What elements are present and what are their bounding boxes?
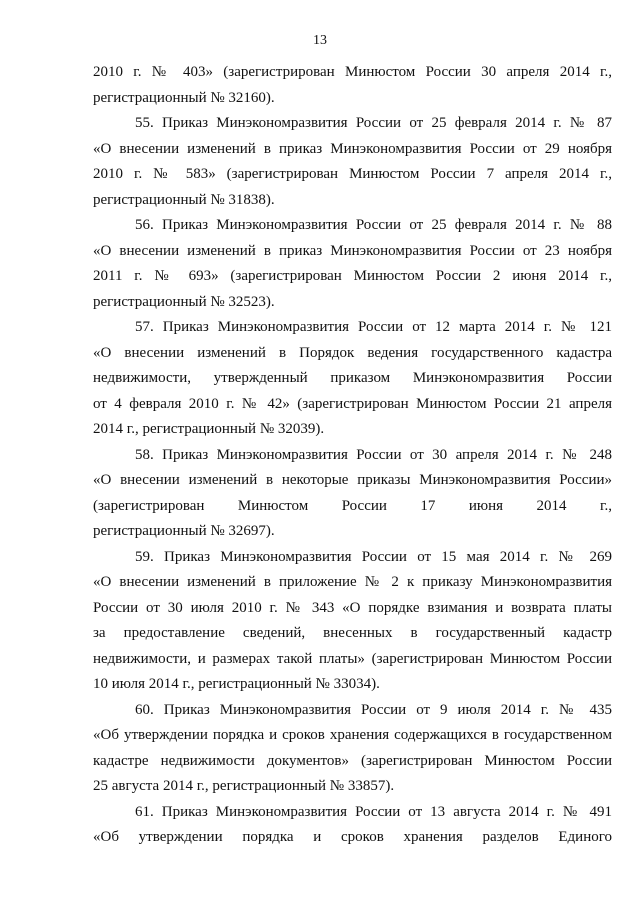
text-line: недвижимости, утвержденный приказом Минэкономразвития России <box>93 370 612 386</box>
text-line: 55. Приказ Минэкономразвития России от 25 февраля 2014 г. № 87 <box>135 115 612 131</box>
list-item-57 <box>93 315 612 443</box>
text-line: 59. Приказ Минэкономразвития России от 15 мая 2014 г. № 269 <box>135 548 612 565</box>
page-number: 13 <box>313 33 327 48</box>
text-line: 2010 г. № 583» (зарегистрирован Минюстом России 7 апреля 2014 г., <box>93 166 612 182</box>
text-line: России от 30 июля 2010 г. № 343 «О порядке взимания и возврата платы <box>93 599 612 616</box>
document-body <box>93 60 612 851</box>
text-line: (зарегистрирован Минюстом России 17 июня 2014 г., <box>93 497 612 514</box>
list-item-56 <box>93 213 612 315</box>
list-item-61 <box>93 800 612 851</box>
text-line: «О внесении изменений в приказ Минэкономразвития России от 29 ноября <box>93 140 612 157</box>
list-item-55 <box>93 111 612 213</box>
text-line: 2014 г., регистрационный № 32039). <box>93 421 325 437</box>
text-line: 57. Приказ Минэкономразвития России от 12 марта 2014 г. № 121 <box>135 319 612 335</box>
text-line: 2011 г. № 693» (зарегистрирован Минюстом России 2 июня 2014 г., <box>93 268 612 284</box>
text-line: 56. Приказ Минэкономразвития России от 25 февраля 2014 г. № 88 <box>135 217 612 233</box>
text-line: от 4 февраля 2010 г. № 42» (зарегистрирован Минюстом России 21 апреля <box>93 395 612 412</box>
text-line: недвижимости, и размерах такой платы» (зарегистрирован Минюстом России <box>93 650 612 667</box>
list-item-60 <box>93 698 612 800</box>
text-line: 10 июля 2014 г., регистрационный № 33034). <box>93 676 380 692</box>
text-line: 25 августа 2014 г., регистрационный № 33857). <box>93 778 395 794</box>
text-line: кадастре недвижимости документов» (зарегистрирован Минюстом России <box>93 752 612 769</box>
text-line: регистрационный № 32523). <box>93 293 275 310</box>
text-line: регистрационный № 31838). <box>93 191 275 208</box>
list-item-58 <box>93 443 612 545</box>
text-line: «Об утверждении порядка и сроков хранения содержащихся в государственном <box>93 727 612 743</box>
list-item-54-continuation <box>93 60 612 111</box>
text-line: 58. Приказ Минэкономразвития России от 30 апреля 2014 г. № 248 <box>135 446 612 463</box>
text-line: 2010 г. № 403» (зарегистрирован Минюстом России 30 апреля 2014 г., <box>93 64 612 80</box>
text-line: «О внесении изменений в приложение № 2 к приказу Минэкономразвития <box>93 574 612 590</box>
text-line: регистрационный № 32697). <box>93 523 275 539</box>
text-line: «Об утверждении порядка и сроков хранения разделов Единого <box>93 829 612 845</box>
list-item-59 <box>93 545 612 698</box>
text-line: «О внесении изменений в приказ Минэкономразвития России от 23 ноября <box>93 242 612 259</box>
text-line: «О внесении изменений в Порядок ведения государственного кадастра <box>93 344 612 361</box>
text-line: 61. Приказ Минэкономразвития России от 13 августа 2014 г. № 491 <box>135 803 612 820</box>
text-line: регистрационный № 32160). <box>93 89 275 106</box>
text-line: «О внесении изменений в некоторые приказы Минэкономразвития России» <box>93 472 612 488</box>
text-line: 60. Приказ Минэкономразвития России от 9 июля 2014 г. № 435 <box>135 701 612 718</box>
text-line: за предоставление сведений, внесенных в государственный кадастр <box>93 625 612 641</box>
